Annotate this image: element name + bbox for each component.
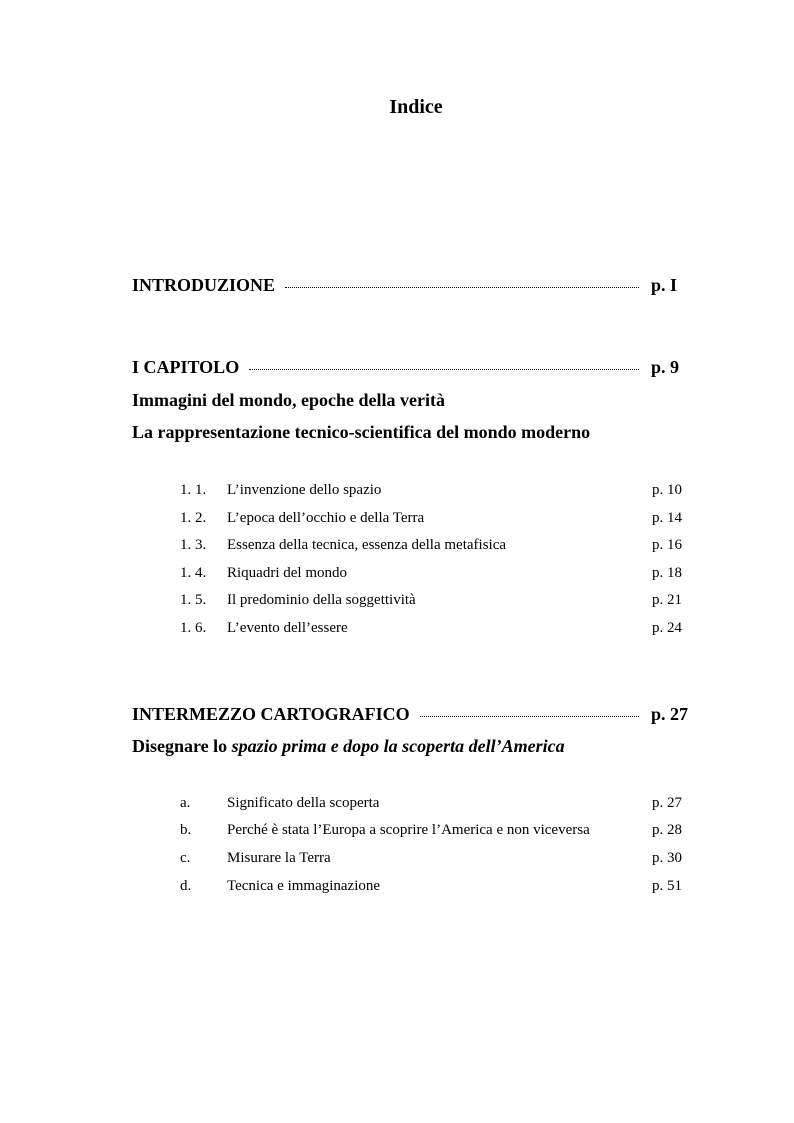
toc-entry xyxy=(180,620,690,637)
entry-number: b. xyxy=(180,822,192,838)
section-label: I CAPITOLO xyxy=(132,357,240,377)
toc-section-capitolo-1 xyxy=(132,357,687,378)
entry-page: p. 30 xyxy=(652,850,682,866)
dot-leader xyxy=(285,287,639,288)
entry-page: p. 27 xyxy=(652,795,682,811)
entry-number: 1. 3. xyxy=(180,537,207,553)
entry-title: Misurare la Terra xyxy=(227,850,331,866)
entry-title: Tecnica e immaginazione xyxy=(227,878,381,894)
entry-page: p. 21 xyxy=(652,592,682,608)
entry-number: 1. 6. xyxy=(180,620,207,636)
toc-section-introduzione xyxy=(132,275,687,296)
section-label: INTRODUZIONE xyxy=(132,275,276,295)
entry-title: L’evento dell’essere xyxy=(227,620,348,636)
entry-title: L’epoca dell’occhio e della Terra xyxy=(227,510,425,526)
dot-leader xyxy=(420,716,639,717)
section-label: INTERMEZZO CARTOGRAFICO xyxy=(132,704,410,724)
section-page: p. 9 xyxy=(651,357,680,377)
dot-leader xyxy=(249,369,639,370)
subtitle-normal: Disegnare lo xyxy=(132,736,232,756)
entry-number: 1. 2. xyxy=(180,510,207,526)
toc-entry xyxy=(180,510,690,527)
entry-title: Riquadri del mondo xyxy=(227,565,347,581)
entry-page: p. 16 xyxy=(652,537,682,553)
toc-entry xyxy=(180,565,690,582)
entry-title: Il predominio della soggettività xyxy=(227,592,416,608)
subtitle-italic: spazio prima e dopo la scoperta dell’America xyxy=(231,736,565,756)
entry-number: 1. 4. xyxy=(180,565,207,581)
toc-entry xyxy=(180,850,690,867)
entry-number: 1. 1. xyxy=(180,482,207,498)
entry-number: c. xyxy=(180,850,191,866)
entry-page: p. 18 xyxy=(652,565,682,581)
entry-number: a. xyxy=(180,795,191,811)
entry-page: p. 51 xyxy=(652,878,682,894)
entry-title: L’invenzione dello spazio xyxy=(227,482,382,498)
intermezzo-subtitle xyxy=(132,736,565,757)
toc-entry xyxy=(180,537,690,554)
toc-entry xyxy=(180,795,690,812)
chapter-subtitle: Immagini del mondo, epoche della verità xyxy=(132,390,445,410)
entry-page: p. 28 xyxy=(652,822,682,838)
toc-entry xyxy=(180,592,690,609)
entry-page: p. 10 xyxy=(652,482,682,498)
toc-section-intermezzo xyxy=(132,704,687,725)
entry-title: Essenza della tecnica, essenza della metafisica xyxy=(227,537,507,553)
entry-number: 1. 5. xyxy=(180,592,207,608)
entry-page: p. 24 xyxy=(652,620,682,636)
entry-title: Perché è stata l’Europa a scoprire l’America e non viceversa xyxy=(227,822,590,838)
page-title: Indice xyxy=(389,96,443,118)
section-page: p. I xyxy=(651,275,678,295)
chapter-subtitle: La rappresentazione tecnico-scientifica del mondo moderno xyxy=(132,422,591,442)
toc-entry xyxy=(180,482,690,499)
section-page: p. 27 xyxy=(651,704,689,724)
entry-title: Significato della scoperta xyxy=(227,795,380,811)
entry-page: p. 14 xyxy=(652,510,682,526)
toc-entry xyxy=(180,822,690,839)
toc-entry xyxy=(180,878,690,895)
entry-number: d. xyxy=(180,878,192,894)
